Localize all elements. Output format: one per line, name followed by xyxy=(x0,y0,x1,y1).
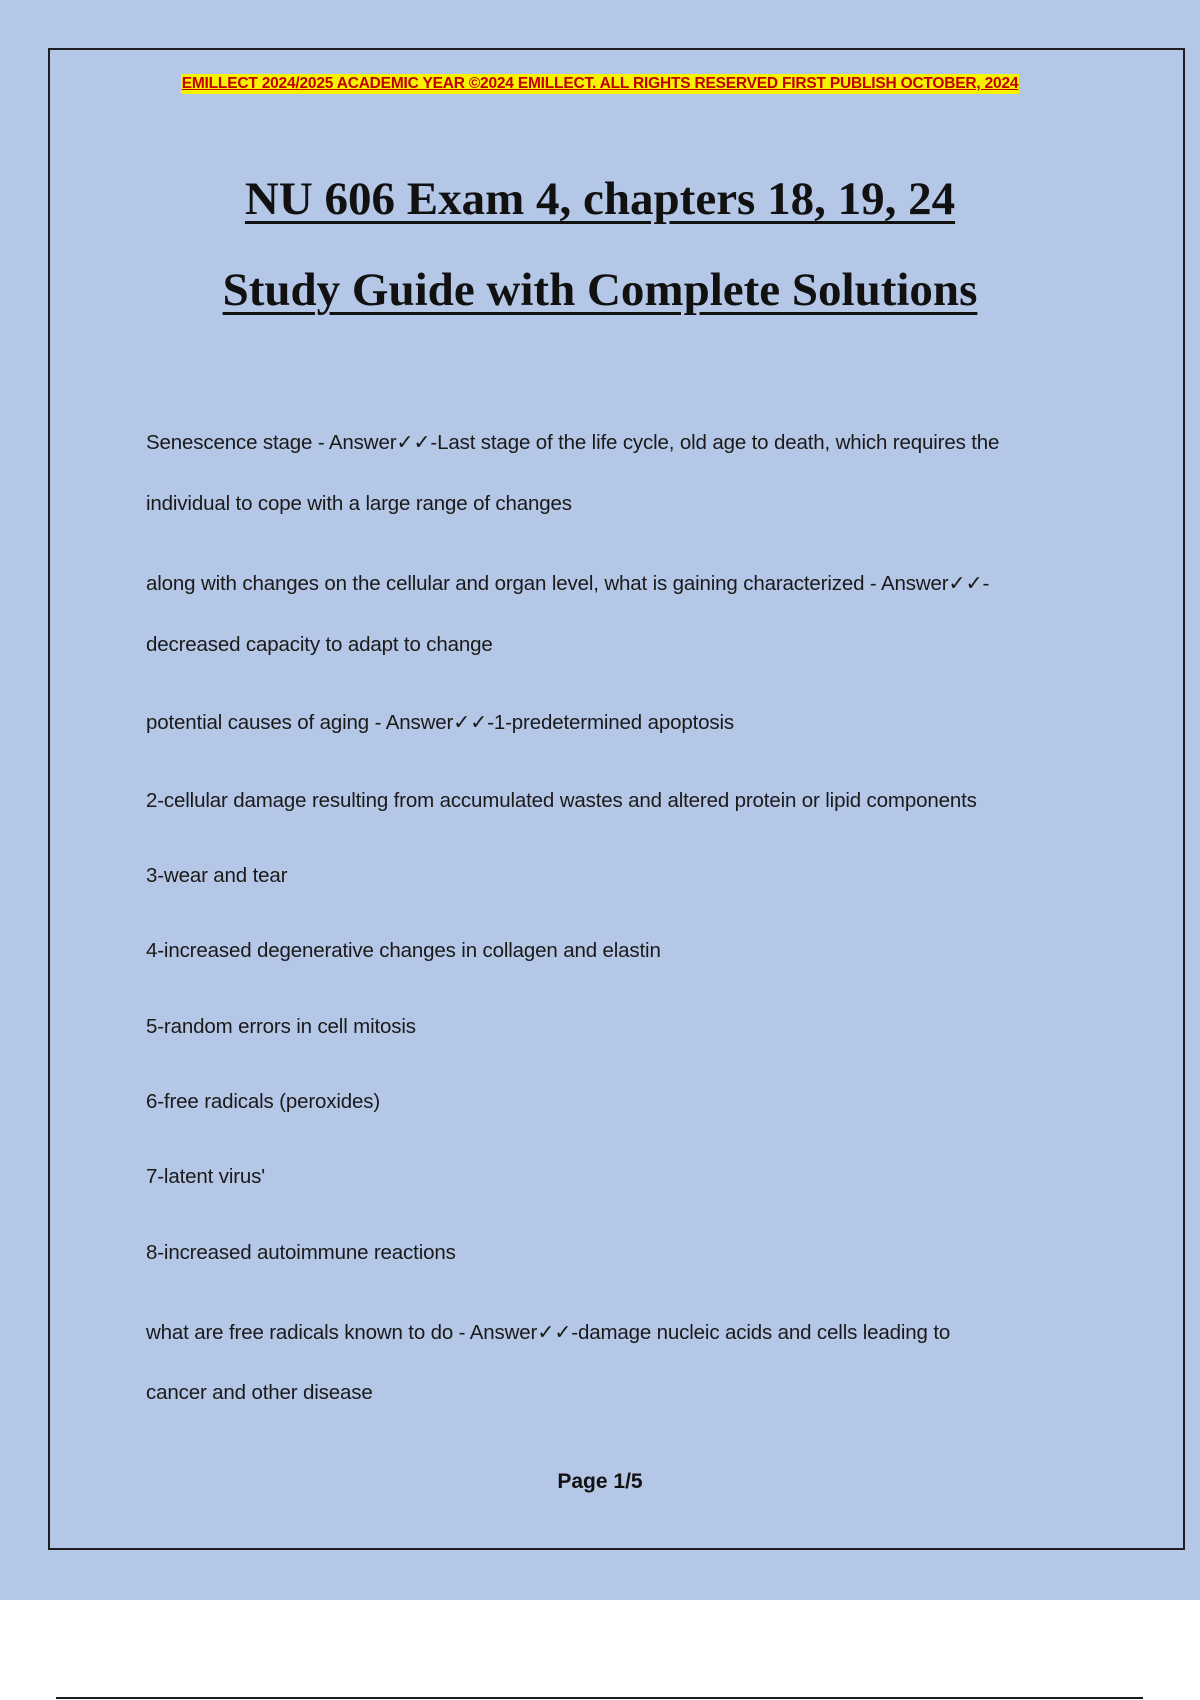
qa-free-radicals-question: what are free radicals known to do - Answer✓✓-damage nucleic acids and cells leading to xyxy=(146,1321,951,1344)
list-item-wear-and-tear: 3-wear and tear xyxy=(146,864,288,887)
copyright-text: EMILLECT 2024/2025 ACADEMIC YEAR ©2024 EMILLECT. ALL RIGHTS RESERVED FIRST PUBLISH OCTOBER, 2024 xyxy=(181,75,1019,92)
qa-causes-of-aging-question: potential causes of aging - Answer✓✓-1-predetermined apoptosis xyxy=(146,711,734,734)
qa-senescence-question: Senescence stage - Answer✓✓-Last stage of the life cycle, old age to death, which requires the xyxy=(146,431,1000,454)
bottom-divider xyxy=(56,1697,1143,1699)
list-item-autoimmune: 8-increased autoimmune reactions xyxy=(146,1241,456,1264)
qa-aging-characterized-answer: decreased capacity to adapt to change xyxy=(146,633,493,656)
qa-free-radicals-answer-cont: cancer and other disease xyxy=(146,1381,373,1404)
document-title-line-1: NU 606 Exam 4, chapters 18, 19, 24 xyxy=(244,173,956,225)
qa-senescence-answer-cont: individual to cope with a large range of changes xyxy=(146,492,572,515)
page-number: Page 1/5 xyxy=(557,1470,643,1493)
list-item-latent-virus: 7-latent virus' xyxy=(146,1165,266,1188)
qa-aging-characterized-question: along with changes on the cellular and organ level, what is gaining characterized - Answer✓✓- xyxy=(146,572,990,595)
list-item-degenerative-changes: 4-increased degenerative changes in collagen and elastin xyxy=(146,939,661,962)
copyright-banner xyxy=(0,74,1200,94)
document-title-line-2: Study Guide with Complete Solutions xyxy=(222,264,978,316)
list-item-cellular-damage: 2-cellular damage resulting from accumulated wastes and altered protein or lipid components xyxy=(146,789,977,812)
list-item-free-radicals: 6-free radicals (peroxides) xyxy=(146,1090,381,1113)
list-item-random-errors: 5-random errors in cell mitosis xyxy=(146,1015,416,1038)
